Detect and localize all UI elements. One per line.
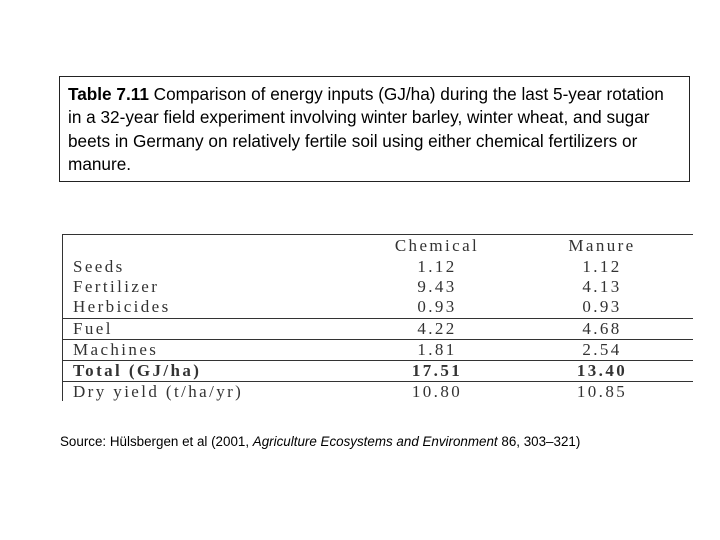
source-journal: Agriculture Ecosystems and Environment	[252, 434, 498, 449]
source-prefix: Source: Hülsbergen et al (2001,	[60, 434, 253, 449]
table-row	[63, 318, 693, 339]
table-row	[63, 277, 693, 297]
header-blank	[63, 235, 363, 257]
source-suffix: 86, 303–321)	[497, 434, 581, 449]
chemical-value: 4.22	[363, 318, 511, 339]
table-row	[63, 297, 693, 318]
row-label: Fertilizer	[73, 277, 160, 297]
source-citation	[60, 434, 580, 449]
row-label: Herbicides	[73, 297, 171, 317]
chemical-value: 10.80	[411, 382, 463, 402]
manure-value: 1.12	[582, 257, 622, 277]
table-header-row	[63, 235, 693, 257]
caption-label: Table 7.11	[68, 84, 149, 104]
header-manure: Manure	[568, 236, 636, 255]
energy-inputs-table	[62, 234, 693, 401]
manure-value: 4.68	[511, 318, 693, 339]
manure-value: 0.93	[582, 297, 622, 317]
row-label: Dry yield (t/ha/yr)	[73, 382, 244, 402]
manure-value: 4.13	[582, 277, 622, 297]
table-row-total	[63, 360, 693, 381]
caption-text: Comparison of energy inputs (GJ/ha) during the last 5-year rotation in a 32-year field experiment involving winter barley, winter wheat, and sugar beets in Germany on relatively fertile soil using either chemical fertilizers or manure.	[68, 84, 664, 175]
chemical-value: 9.43	[417, 277, 457, 297]
chemical-value: 17.51	[363, 360, 511, 381]
chemical-value: 1.81	[363, 339, 511, 360]
row-label: Seeds	[73, 257, 125, 277]
chemical-value: 0.93	[417, 297, 457, 317]
manure-value: 13.40	[511, 360, 693, 381]
manure-value: 2.54	[511, 339, 693, 360]
table-row	[63, 382, 693, 403]
row-label: Machines	[63, 339, 363, 360]
table-row	[63, 257, 693, 277]
row-label: Total (GJ/ha)	[63, 360, 363, 381]
table-caption	[59, 76, 690, 182]
manure-value: 10.85	[576, 382, 628, 402]
header-chemical: Chemical	[394, 236, 480, 255]
row-label: Fuel	[63, 318, 363, 339]
table-row	[63, 339, 693, 360]
chemical-value: 1.12	[417, 257, 457, 277]
